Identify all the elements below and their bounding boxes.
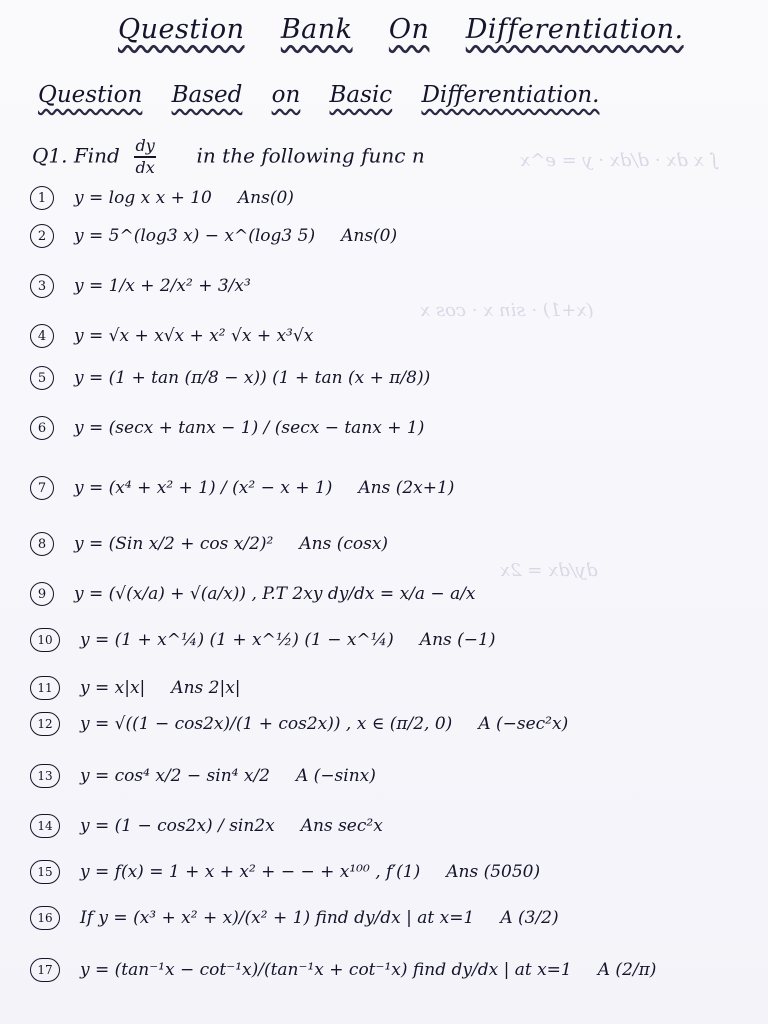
question-answer: Ans (5050) [446, 862, 541, 882]
question-number: 1 [30, 186, 54, 210]
question-item [30, 324, 339, 348]
section-heading: Question Based on Basic Differentiation. [38, 82, 600, 108]
question-answer: A (−sec²x) [478, 714, 569, 734]
question-number: 2 [30, 224, 54, 248]
question-number: 4 [30, 324, 54, 348]
question-number: 16 [30, 906, 60, 930]
question-instruction: Q1. Find $\frac{dy}{dx}$ in the following func n [32, 136, 425, 177]
question-expression: y = (x⁴ + x² + 1) / (x² − x + 1) [74, 478, 333, 498]
dy-dx-fraction: $\frac{dy}{dx}$ [135, 136, 155, 177]
question-number: 12 [30, 712, 60, 736]
question-answer: A (−sinx) [296, 766, 376, 786]
question-number: 7 [30, 476, 54, 500]
question-item [30, 366, 456, 390]
question-expression: If y = (x³ + x² + x)/(x² + 1) find dy/dx | at x=1 [80, 908, 475, 928]
question-number: 11 [30, 676, 60, 700]
question-item [30, 814, 383, 838]
question-item [30, 906, 559, 930]
question-number: 14 [30, 814, 60, 838]
question-expression: y = f(x) = 1 + x + x² + − − + x¹⁰⁰ , f′(1) [80, 862, 421, 882]
question-item [30, 628, 495, 652]
question-number: 10 [30, 628, 60, 652]
question-expression: y = √x + x√x + x² √x + x³√x [74, 326, 314, 346]
bleed-through-text: dy/dx = 2x [500, 560, 598, 581]
question-answer: Ans 2|x| [171, 678, 241, 698]
question-number: 3 [30, 274, 54, 298]
question-number: 8 [30, 532, 54, 556]
question-item [30, 582, 502, 606]
question-expression: y = (√(x/a) + √(a/x)) , P.T 2xy dy/dx = x/a − a/x [74, 584, 476, 604]
question-number: 15 [30, 860, 60, 884]
question-expression: y = (1 − cos2x) / sin2x [80, 816, 275, 836]
question-item [30, 860, 540, 884]
question-answer: Ans (cosx) [299, 534, 389, 554]
question-number: 5 [30, 366, 54, 390]
question-answer: Ans (2x+1) [358, 478, 455, 498]
question-number: 17 [30, 958, 60, 982]
bleed-through-text: (x+1) · sin x · cos x [420, 300, 594, 321]
question-answer: Ans sec²x [300, 816, 383, 836]
question-answer: A (3/2) [500, 908, 559, 928]
question-expression: y = 5^(log3 x) − x^(log3 5) [74, 226, 316, 246]
question-item [30, 676, 241, 700]
question-answer: Ans(0) [237, 188, 294, 208]
question-expression: y = x|x| [80, 678, 146, 698]
question-number: 9 [30, 582, 54, 606]
question-expression: y = log x x + 10 [74, 188, 212, 208]
question-expression: y = (1 + x^¼) (1 + x^½) (1 − x^¼) [80, 630, 394, 650]
question-expression: y = 1/x + 2/x² + 3/x³ [74, 276, 251, 296]
question-expression: y = (secx + tanx − 1) / (secx − tanx + 1) [74, 418, 425, 438]
question-number: 13 [30, 764, 60, 788]
question-item [30, 416, 450, 440]
question-expression: y = (tan⁻¹x − cot⁻¹x)/(tan⁻¹x + cot⁻¹x) find dy/dx | at x=1 [80, 960, 572, 980]
question-item [30, 712, 568, 736]
question-item [30, 958, 656, 982]
question-item [30, 532, 388, 556]
question-item [30, 186, 294, 210]
bleed-through-text: ∫ x dx · d/dx · y = e^x [520, 150, 719, 171]
question-number: 6 [30, 416, 54, 440]
question-answer: Ans (−1) [419, 630, 496, 650]
question-answer: Ans(0) [341, 226, 398, 246]
question-answer: A (2/π) [597, 960, 657, 980]
question-item [30, 476, 454, 500]
question-expression: y = cos⁴ x/2 − sin⁴ x/2 [80, 766, 270, 786]
question-expression: y = √((1 − cos2x)/(1 + cos2x)) , x ∈ (π/2, 0) [80, 714, 453, 734]
question-item [30, 274, 277, 298]
question-expression: y = (Sin x/2 + cos x/2)² [74, 534, 274, 554]
question-expression: y = (1 + tan (π/8 − x)) (1 + tan (x + π/8)) [74, 368, 431, 388]
question-item [30, 764, 376, 788]
page-title: Question Bank On Differentiation. [118, 14, 684, 45]
question-item [30, 224, 397, 248]
